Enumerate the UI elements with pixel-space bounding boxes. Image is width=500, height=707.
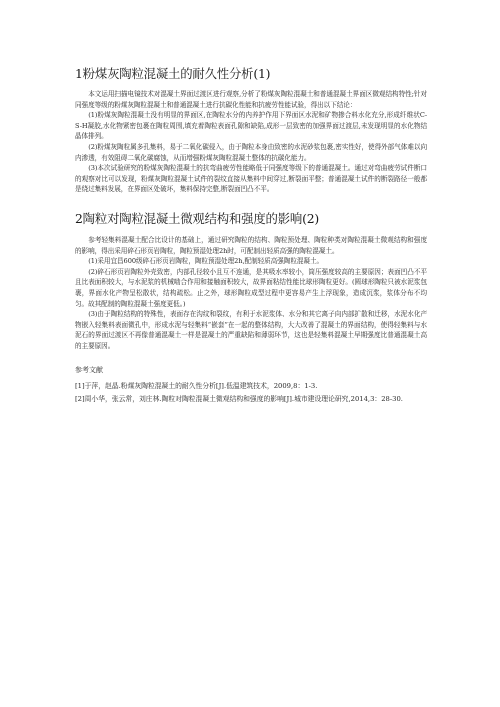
paragraph: (1)粉煤灰陶粒混凝土没有明显的界面区,在陶粒水分的内养护作用下界面区水泥和矿物掺合料水化充分,形成纤维状C-S-H凝胶,水化物紧密包裹在陶粒周围,填充着陶粒表面孔隙和缺陷,成形一层致密的加强界面过渡层,未发现明显的水化物结晶体排列。	[75, 111, 427, 141]
section-heading: 1粉煤灰陶粒混凝土的耐久性分析(1)	[75, 66, 271, 81]
paragraph: (2)碎石形页岩陶粒外壳致密，内部孔径较小且互不连通，是其吸水率较小，筒压强度较高的主要原因；表面凹凸不平且比表面积较大，与水泥浆的机械啮合作用和接触面积较大，故界面粘结性能比球形陶粒更好。(圆球形陶粒只被水泥浆包裹，界面水化产物呈松散状，结构疏松。止之外，球形陶粒成型过程中更容易产生上浮现象，造成沉浆，浆体分布不均匀。故其配制的陶粒混凝土强度更低。)	[75, 267, 427, 308]
paragraph: (3)本次试验研究的粉煤灰陶粒混凝土的抗弯曲疲劳性能略低于同强度等级下的普通混凝土。通过对弯曲疲劳试件断口的观察对比可以发现，粉煤灰陶粒混凝土试件的裂纹直接从集料中间穿过,断裂面平整；普通混凝土试件的断裂路径一般都是绕过集料发展，在界面区处破坏，集料保持完整,断裂面凹凸不平。	[75, 164, 427, 194]
document-body	[75, 66, 427, 405]
paragraph: (1)采用宜昌600级碎石形页岩陶粒，陶粒预湿处理2h,配制轻质高强陶粒混凝土。	[88, 257, 324, 266]
paragraph: (2)粉煤灰陶粒属多孔集料，易于二氧化碳侵入，由于陶粒本身由致密的水泥砂浆包裹,密实性好，使得外部气体难以向内渗透，有效阻碍二氧化碳腐蚀，从而增强粉煤灰陶粒混凝土整体的抗碳化能力。	[75, 142, 427, 162]
paragraph: 参考轻集料混凝土配合比设计的基础上，通过研究陶粒的结构、陶粒预处理、陶粒种类对陶粒混凝土微观结构和强度的影响，得出采用碎石形页岩陶粒，陶粒预湿处理2h时，可配制出轻质高强的陶粒混凝土。	[75, 235, 427, 255]
reference-item: [2]周小华，张云常，刘庄林.陶粒对陶粒混凝土微观结构和强度的影响[J].城市建设理论研究,2014,3：28-30.	[75, 394, 403, 403]
references	[75, 365, 427, 404]
section-heading: 2陶粒对陶粒混凝土微观结构和强度的影响(2)	[75, 210, 320, 226]
reference-item: [1]于萍，赵晶.粉煤灰陶粒混凝土的耐久性分析[J].低温建筑技术，2009,8：1-3.	[75, 382, 318, 391]
paragraph: (3)由于陶粒结构的特殊性，表面存在沟纹和裂纹，有利于水泥浆体、水分和其它离子向内部扩散和迁移，水泥水化产物嵌入轻集料表面微孔中，形成水泥与轻集料“嵌套”在一起的整体结构，大大改善了混凝土的界面结构，使得轻集料与水泥石的界面过渡区不再像普通混凝土一样是混凝土的严重缺陷和薄弱环节，这也是轻集料混凝土早期强度比普通混凝土高的主要原因。	[75, 310, 427, 350]
section-durability	[75, 66, 427, 195]
references-title: 参考文献	[75, 366, 103, 375]
paragraph: 本文运用扫描电镜技术对混凝土界面过渡区进行观察,分析了粉煤灰陶粒混凝土和普通混凝土界面区微观结构特性;针对同强度等级的粉煤灰陶粒混凝土和普通混凝土进行抗碳化性能和抗疲劳性能试验，得出以下结论：	[75, 90, 427, 109]
section-microstructure	[75, 211, 427, 352]
